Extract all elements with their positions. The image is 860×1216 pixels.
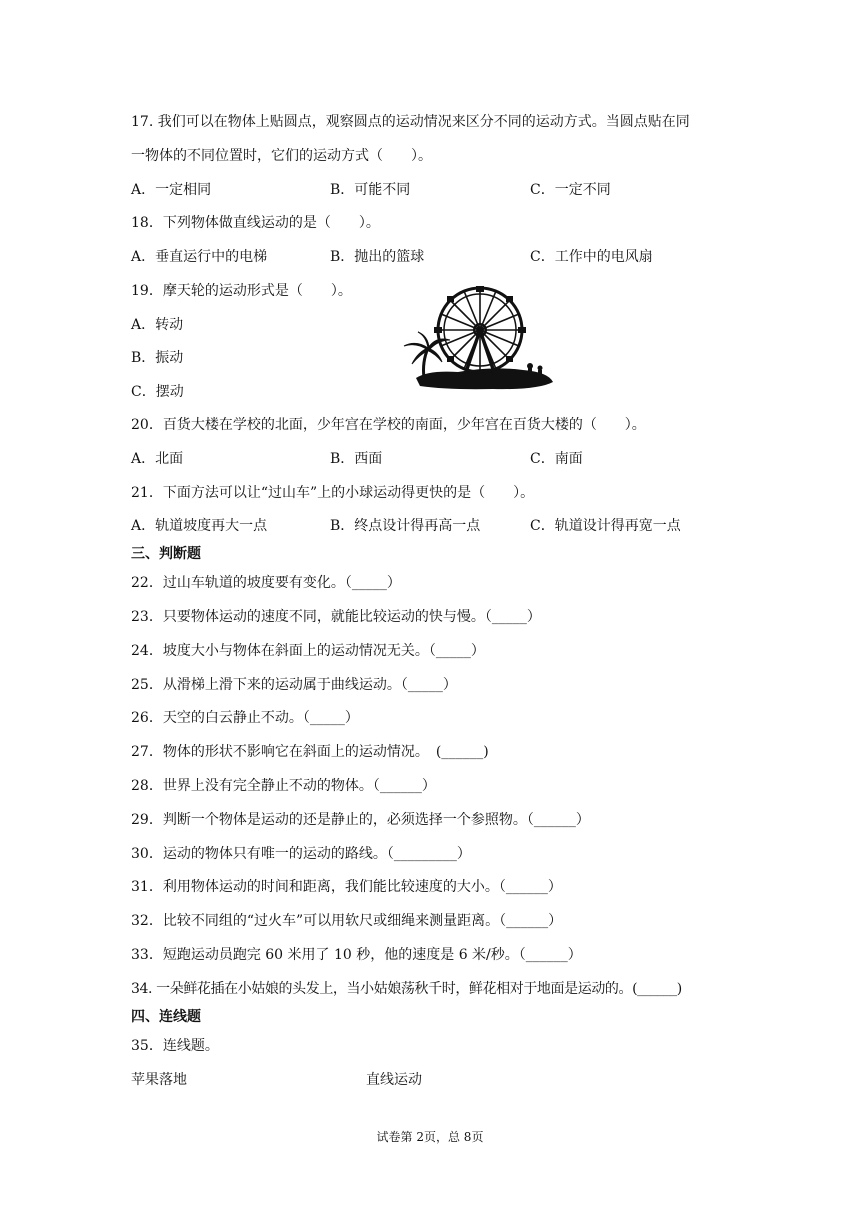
- q21-option-c: C．轨道设计得再宽一点: [530, 518, 681, 534]
- q30-item: 30．运动的物体只有唯一的运动的路线。（_________）: [131, 846, 471, 862]
- q23-item: 23．只要物体运动的速度不同，就能比较运动的快与慢。（_____）: [131, 609, 541, 625]
- q28-item: 28．世界上没有完全静止不动的物体。（______）: [131, 778, 436, 794]
- q29-item: 29．判断一个物体是运动的还是静止的，必须选择一个参照物。（______）: [131, 812, 590, 828]
- q34-item: 34. 一朵鲜花插在小姑娘的头发上，当小姑娘荡秋千时，鲜花相对于地面是运动的。(______): [131, 981, 682, 997]
- q33-item: 33．短跑运动员跑完 60 米用了 10 秒，他的速度是 6 米/秒。（______）: [131, 947, 582, 963]
- q18-option-b: B．抛出的篮球: [330, 249, 425, 265]
- match-right-item: 直线运动: [366, 1072, 422, 1088]
- q19-option-c: C．摆动: [131, 384, 184, 400]
- q19-stem: 19．摩天轮的运动形式是（ ）。: [131, 283, 352, 299]
- section4-title: 四、连线题: [131, 1009, 201, 1025]
- q21-option-a: A．轨道坡度再大一点: [131, 518, 268, 534]
- section3-title: 三、判断题: [131, 546, 201, 562]
- q17-stem-line1: 17. 我们可以在物体上贴圆点，观察圆点的运动情况来区分不同的运动方式。当圆点贴在同: [131, 114, 690, 130]
- q25-item: 25．从滑梯上滑下来的运动属于曲线运动。（_____）: [131, 677, 457, 693]
- q18-stem: 18．下列物体做直线运动的是（ ）。: [131, 215, 380, 231]
- q17-stem-line2: 一物体的不同位置时，它们的运动方式（ ）。: [131, 148, 432, 164]
- q22-item: 22．过山车轨道的坡度要有变化。（_____）: [131, 575, 401, 591]
- q31-item: 31．利用物体运动的时间和距离，我们能比较速度的大小。（______）: [131, 879, 562, 895]
- q21-stem: 21．下面方法可以让“过山车”上的小球运动得更快的是（ ）。: [131, 485, 535, 501]
- q17-option-c: C．一定不同: [530, 182, 611, 198]
- q21-option-b: B．终点设计得再高一点: [330, 518, 481, 534]
- q17-option-a: A．一定相同: [131, 182, 212, 198]
- q19-option-b: B．振动: [131, 350, 184, 366]
- ferris-wheel-image: [398, 286, 558, 396]
- q20-option-c: C．南面: [530, 451, 583, 467]
- q20-option-a: A．北面: [131, 451, 184, 467]
- q19-option-a: A．转动: [131, 317, 184, 333]
- match-left-item: 苹果落地: [131, 1072, 187, 1088]
- q26-item: 26．天空的白云静止不动。（_____）: [131, 710, 359, 726]
- page-footer: 试卷第 2页，总 8页: [376, 1130, 484, 1144]
- q17-option-b: B．可能不同: [330, 182, 411, 198]
- q20-stem: 20．百货大楼在学校的北面，少年宫在学校的南面，少年宫在百货大楼的（ ）。: [131, 417, 646, 433]
- q20-option-b: B．西面: [330, 451, 383, 467]
- q27-item: 27．物体的形状不影响它在斜面上的运动情况。 (______): [131, 744, 489, 760]
- q35-stem: 35．连线题。: [131, 1038, 219, 1054]
- q32-item: 32．比较不同组的“过火车”可以用软尺或细绳来测量距离。（______）: [131, 913, 563, 929]
- q24-item: 24．坡度大小与物体在斜面上的运动情况无关。（_____）: [131, 643, 485, 659]
- q18-option-a: A．垂直运行中的电梯: [131, 249, 268, 265]
- q18-option-c: C．工作中的电风扇: [530, 249, 653, 265]
